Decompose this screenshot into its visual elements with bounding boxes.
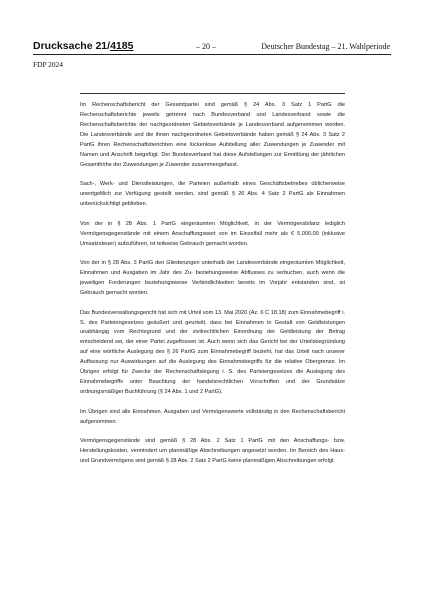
- document-number: [33, 40, 133, 52]
- party-label: FDP 2024: [33, 60, 63, 69]
- paragraph: Von der in § 28 Abs. 1 PartG eingeräumten Möglichkeit, in der Vermögensbilanz lediglich Vermögensgegenstände mit einem Anschaffungswert von im Einzelfall mehr als € 5.000,00 (inklusive Umsatzsteuer) aufzuführen, ist teilweise Gebrauch gemacht worden.: [80, 220, 345, 247]
- paragraph: Im Rechenschaftsbericht der Gesamtpartei sind gemäß § 24 Abs. 3 Satz 1 PartG die Rechenschaftsberichte jeweils getrennt nach Bundesverband und Landesverband sowie die Rechenschaftsberichte der nachgeordneten Gebietsverbände je Landesverband aufgenommen worden. Die Landesverbände und die ihnen nachgeordneten Gebietsverbände haben gemäß § 24 Abs. 3 Satz 2 PartG ihren Rechenschaftsberichten eine lückenlose Aufstellung aller Zuwendungen je Zuwender mit Namen und Anschrift beigefügt. Der Bundesverband hat diese Aufstellungen zur Ermittlung der jährlichen Gesamthöhe der Zuwendungen je Zuwender zusammengefasst.: [80, 102, 345, 168]
- page-number: – 20 –: [196, 42, 216, 51]
- paragraph: Das Bundesverwaltungsgericht hat sich mit Urteil vom 13. Mai 2020 (Az. 6 C 18.18) zum Einnahmebegriff i. S. des Parteiengesetzes geäußert und geurteilt, dass bei Einnahmen in Gestalt von Geldleistungen unabhängig vom Rechtsgrund und der zivilrechtlichen Einordnung der Geldleistung der Betrag entscheidend sei, der einer Partei zugeflossen ist. Auch wenn sich das Gericht bei der Urteilsbegründung auf eine wörtliche Auslegung des § 26 PartG zum Einnahmebegriff bezieht, hat das Urteil nach unserer Auffassung nur Auswirkungen auf die Auslegung des Einnahmebegriffs für die relative Obergrenze. Im Übrigen erfolgt für Zwecke der Rechenschaftslegung i. S. des Parteiengesetzes die Auslegung des Einnahmebegriffs unter Beachtung der handelsrechtlichen Vorschriften und der Grundsätze ordnungsmäßiger Buchführung (§ 24 Abs. 1 und 2 PartG).: [80, 309, 345, 396]
- content-divider: [80, 93, 345, 94]
- paragraph: Im Übrigen sind alle Einnahmen, Ausgaben und Vermögenswerte vollständig in den Rechenschaftsbericht aufgenommen.: [80, 408, 345, 425]
- header-divider: [33, 54, 391, 55]
- parliament-header: Deutscher Bundestag – 21. Wahlperiode: [261, 42, 390, 51]
- doc-prefix: Drucksache 21/: [33, 40, 111, 52]
- doc-number-value: 4185: [110, 40, 134, 52]
- body-text: [80, 101, 345, 477]
- paragraph: Sach-, Werk- und Dienstleistungen, die Parteien außerhalb eines Geschäftsbetriebes üblicherweise unentgeltlich zur Verfügung gestellt werden, sind gemäß § 26 Abs. 4 Satz 2 PartG als Einnahmen unberücksichtigt geblieben.: [80, 181, 345, 208]
- paragraph: Von der in § 28 Abs. 3 PartG den Gliederungen unterhalb der Landesverbände eingeräumten Möglichkeit, Einnahmen und Ausgaben im Jahr des Zu- beziehungsweise Abflusses zu verbuchen, auch wenn die jeweiligen Forderungen beziehungsweise Verbindlichkeiten bereits im Vorjahr entstanden sind, ist Gebrauch gemacht worden.: [80, 260, 345, 297]
- paragraph: Vermögensgegenstände sind gemäß § 28 Abs. 2 Satz 1 PartG mit den Anschaffungs- bzw. Herstellungskosten, vermindert um planmäßige Abschreibungen angesetzt worden. Im Bereich des Haus- und Grundvermögens sind gemäß § 28 Abs. 2 Satz 2 PartG keine planmäßigen Abschreibungen erfolgt.: [80, 438, 345, 465]
